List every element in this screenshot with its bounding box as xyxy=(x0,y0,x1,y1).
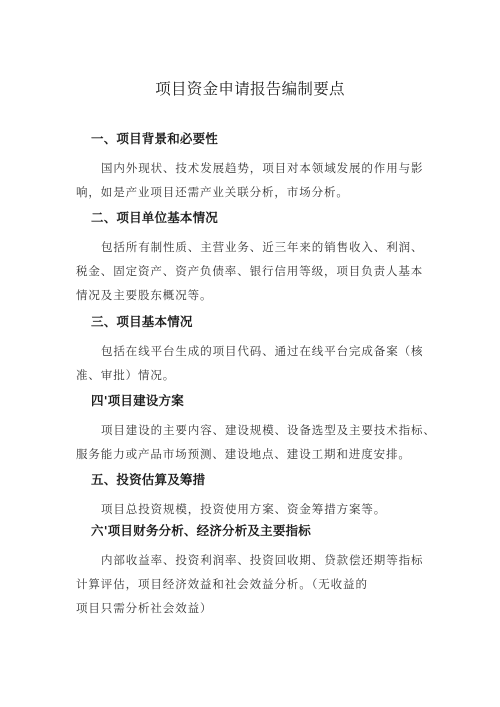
section-body xyxy=(76,339,436,387)
section-body xyxy=(76,497,436,521)
section-financial-analysis xyxy=(76,521,436,620)
section-construction-plan xyxy=(76,391,436,466)
section-background xyxy=(76,129,436,204)
body-line: 包括在线平台生成的项目代码、通过在线平台完成备案（核 xyxy=(101,344,424,358)
section-investment xyxy=(76,470,436,521)
body-line: 项目建设的主要内容、建设规模、设备选型及主要技术指标、 xyxy=(101,423,436,437)
section-project-info xyxy=(76,312,436,387)
section-body xyxy=(76,235,436,307)
section-body xyxy=(76,418,436,466)
body-line: 国内外现状、技术发展趋势，项目对本领域发展的作用与影 xyxy=(101,161,424,175)
body-line: 情况及主要股东概况等。 xyxy=(76,288,213,302)
section-heading: 五、投资估算及筹措 xyxy=(91,472,206,487)
section-heading: 一、项目背景和必要性 xyxy=(91,131,219,146)
body-line: 内部收益率、投资利润率、投资回收期、贷款偿还期等指标 xyxy=(101,553,424,567)
body-line: 响，如是产业项目还需产业关联分析，市场分析。 xyxy=(76,185,349,199)
section-company-info xyxy=(76,208,436,307)
body-line: 项目总投资规模，投资使用方案、资金筹措方案等。 xyxy=(101,502,387,516)
section-heading: 四'项目建设方案 xyxy=(91,393,184,408)
body-line: 项目只需分析社会效益） xyxy=(76,601,213,615)
section-body xyxy=(76,548,436,620)
body-line: 服务能力或产品市场预测、建设地点、建设工期和进度安排。 xyxy=(76,447,411,461)
body-line: 计算评估，项目经济效益和社会效益分析。（无收益的 xyxy=(76,577,368,591)
section-heading: 三、项目基本情况 xyxy=(91,314,193,329)
section-heading: 六'项目财务分析、经济分析及主要指标 xyxy=(91,523,311,538)
section-heading: 二、项目单位基本情况 xyxy=(91,210,219,225)
body-line: 税金、固定资产、资产负债率、银行信用等级，项目负责人基本 xyxy=(76,264,424,278)
body-line: 准、审批）情况。 xyxy=(76,368,176,382)
document-title: 项目资金申请报告编制要点 xyxy=(155,80,345,98)
section-body xyxy=(76,156,436,204)
body-line: 包括所有制性质、主营业务、近三年来的销售收入、利润、 xyxy=(101,240,424,254)
